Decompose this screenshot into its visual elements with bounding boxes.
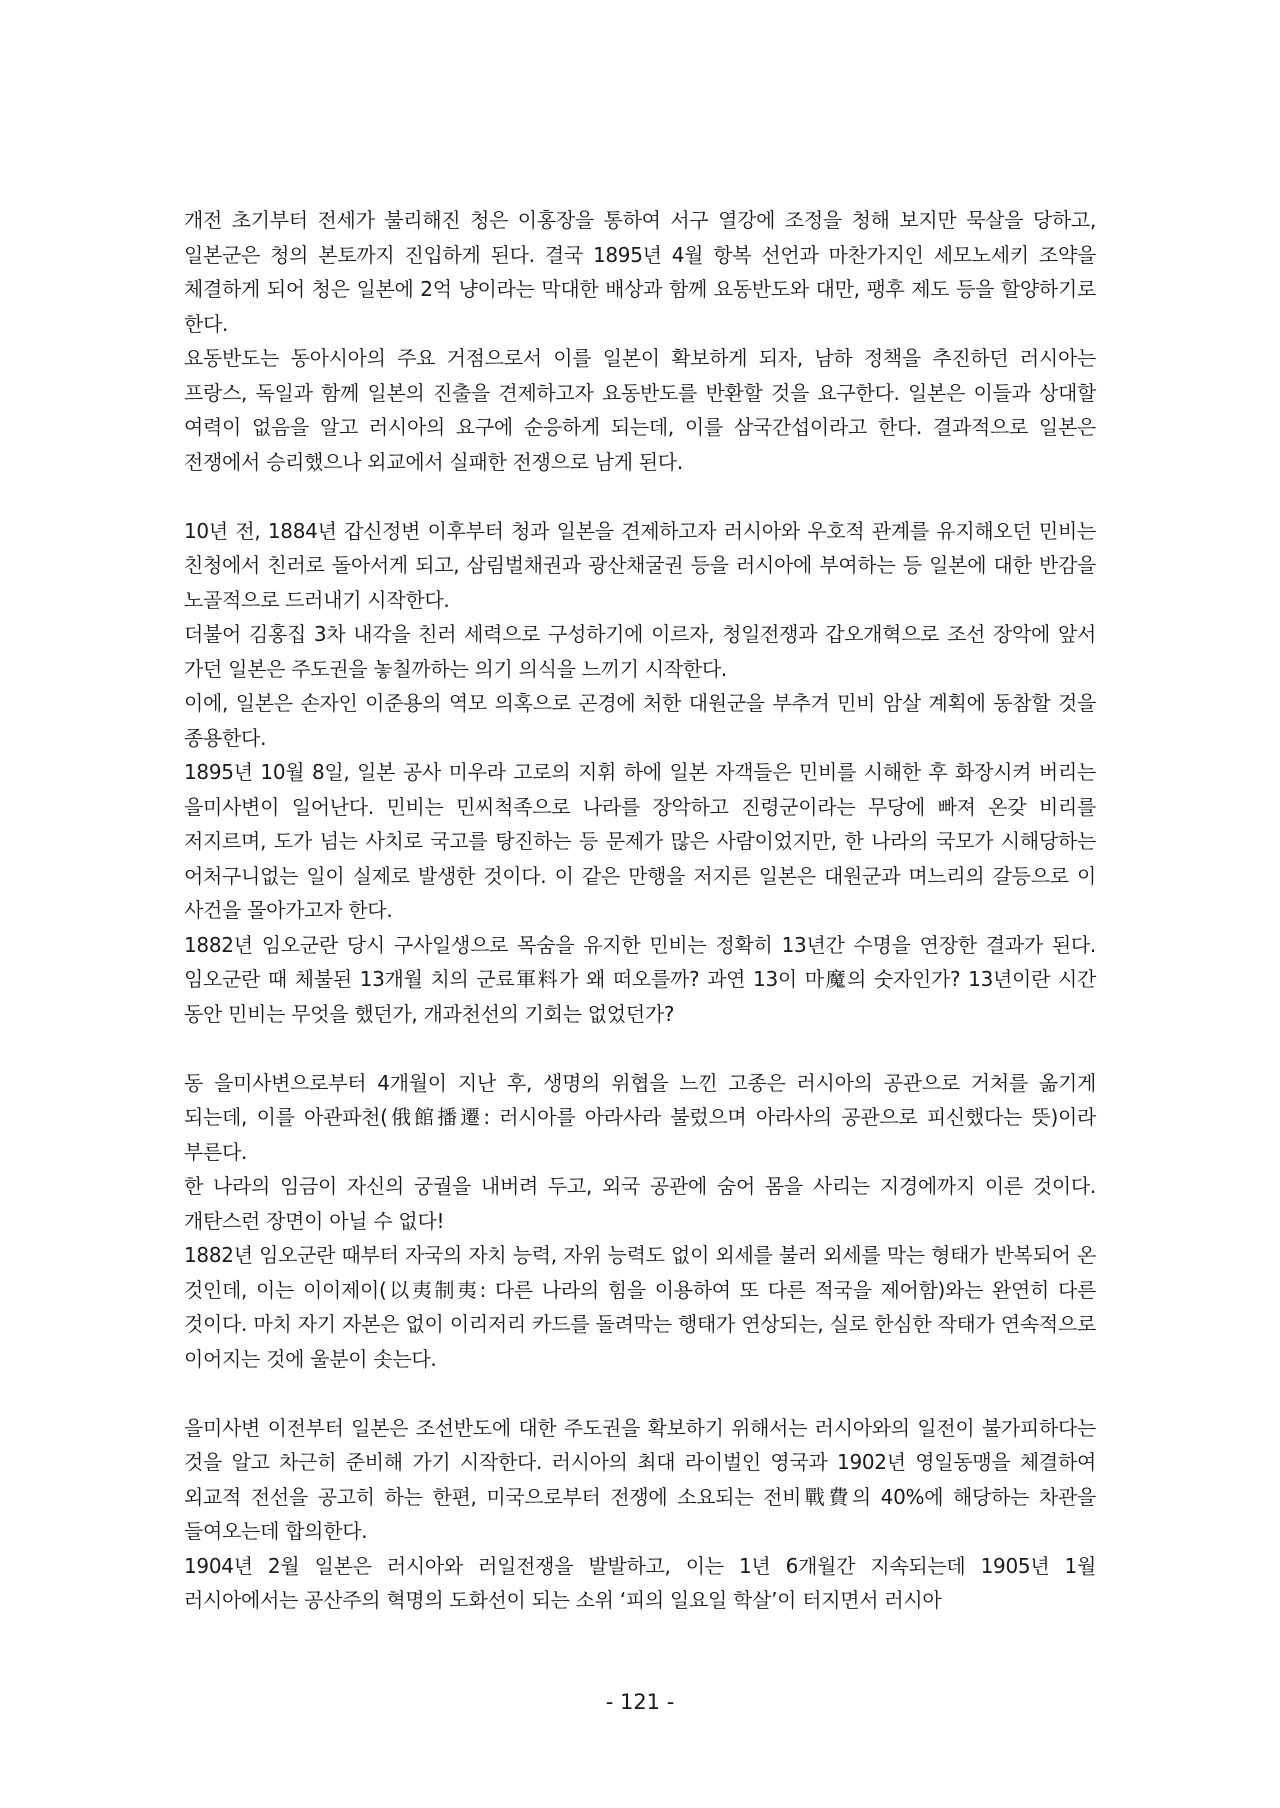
paragraph-10: 1882년 임오군란 때부터 자국의 자치 능력, 자위 능력도 없이 외세를 불러 외세를 막는 형태가 반복되어 온 것인데, 이는 이이제이(以夷制夷: 다른 나라의 힘을 이용하여 또 다른 적국을 제어함)와는 완연히 다른 것이다. 마치 자기 자본은 없이 이리저리 카드를 돌려막는 행태가 연상되는, 실로 한심한 작태가 연속적으로 이어지는 것에 울분이 솟는다. — [184, 1243, 1096, 1371]
paragraph-11: 을미사변 이전부터 일본은 조선반도에 대한 주도권을 확보하기 위해서는 러시아와의 일전이 불가피하다는 것을 알고 차근히 준비해 가기 시작한다. 러시아의 최대 라이벌인 영국과 1902년 영일동맹을 체결하여 외교적 전선을 공고히 하는 한편, 미국으로부터 전쟁에 소요되는 전비戰費의 40%에 해당하는 차관을 들여오는데 합의한다. — [184, 1415, 1096, 1543]
paragraph-7: 1882년 임오군란 당시 구사일생으로 목숨을 유지한 민비는 정확히 13년간 수명을 연장한 결과가 된다. 임오군란 때 체불된 13개월 치의 군료軍料가 왜 떠오를까? 과연 13이 마魔의 숫자인가? 13년이란 시간 동안 민비는 무엇을 했던가, 개과천선의 기회는 없었던가? — [184, 932, 1096, 1026]
paragraph-4: 더불어 김홍집 3차 내각을 친러 세력으로 구성하기에 이르자, 청일전쟁과 갑오개혁으로 조선 장악에 앞서 가던 일본은 주도권을 놓칠까하는 의기 의식을 느끼기 시작한다. — [184, 622, 1096, 681]
body-text — [184, 203, 1096, 1618]
paragraph-1: 개전 초기부터 전세가 불리해진 청은 이홍장을 통하여 서구 열강에 조정을 청해 보지만 묵살을 당하고, 일본군은 청의 본토까지 진입하게 된다. 결국 1895년 4월 항복 선언과 마찬가지인 세모노세키 조약을 체결하게 되어 청은 일본에 2억 냥이라는 막대한 배상과 함께 요동반도와 대만, 팽후 제도 등을 할양하기로 한다. — [184, 208, 1096, 336]
paragraph-5: 이에, 일본은 손자인 이준용의 역모 의혹으로 곤경에 처한 대원군을 부추겨 민비 암살 계획에 동참할 것을 종용한다. — [184, 691, 1096, 750]
paragraph-gap — [184, 479, 1096, 514]
paragraph-3: 10년 전, 1884년 갑신정변 이후부터 청과 일본을 견제하고자 러시아와 우호적 관계를 유지해오던 민비는 친청에서 친러로 돌아서게 되고, 삼림벌채권과 광산채굴권 등을 러시아에 부여하는 등 일본에 대한 반감을 노골적으로 드러내기 시작한다. — [184, 518, 1096, 612]
paragraph-12: 1904년 2월 일본은 러시아와 러일전쟁을 발발하고, 이는 1년 6개월간 지속되는데 1905년 1월 러시아에서는 공산주의 혁명의 도화선이 되는 소위 ‘피의 일요일 학살’이 터지면서 러시아 — [184, 1553, 1096, 1612]
paragraph-2: 요동반도는 동아시아의 주요 거점으로서 이를 일본이 확보하게 되자, 남하 정책을 추진하던 러시아는 프랑스, 독일과 함께 일본의 진출을 견제하고자 요동반도를 반환할 것을 요구한다. 일본은 이들과 상대할 여력이 없음을 알고 러시아의 요구에 순응하게 되는데, 이를 삼국간섭이라고 한다. 결과적으로 일본은 전쟁에서 승리했으나 외교에서 실패한 전쟁으로 남게 된다. — [184, 346, 1096, 474]
paragraph-8: 동 을미사변으로부터 4개월이 지난 후, 생명의 위협을 느낀 고종은 러시아의 공관으로 거처를 옮기게 되는데, 이를 아관파천(俄館播遷: 러시아를 아라사라 불렀으며 아라사의 공관으로 피신했다는 뜻)이라 부른다. — [184, 1070, 1096, 1164]
paragraph-6: 1895년 10월 8일, 일본 공사 미우라 고로의 지휘 하에 일본 자객들은 민비를 시해한 후 화장시켜 버리는 을미사변이 일어난다. 민비는 민씨척족으로 나라를 장악하고 진령군이라는 무당에 빠져 온갖 비리를 저지르며, 도가 넘는 사치로 국고를 탕진하는 등 문제가 많은 사람이었지만, 한 나라의 국모가 시해당하는 어처구니없는 일이 실제로 발생한 것이다. 이 같은 만행을 저지른 일본은 대원군과 며느리의 갈등으로 이 사건을 몰아가고자 한다. — [184, 760, 1096, 922]
paragraph-9: 한 나라의 임금이 자신의 궁궐을 내버려 두고, 외국 공관에 숨어 몸을 사리는 지경에까지 이른 것이다. 개탄스런 장면이 아닐 수 없다! — [184, 1174, 1096, 1233]
paragraph-gap — [184, 1376, 1096, 1411]
paragraph-gap — [184, 1031, 1096, 1066]
page-number: - 121 - — [605, 1690, 675, 1714]
